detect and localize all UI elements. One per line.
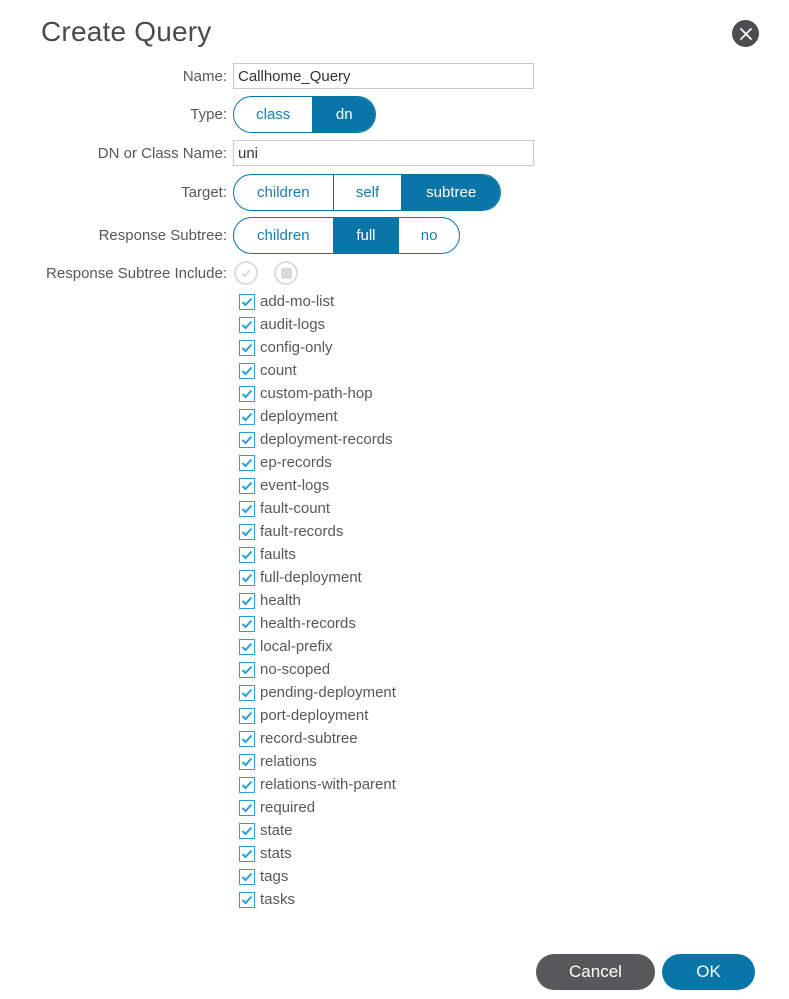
checkbox-checked-icon[interactable] (239, 662, 255, 678)
checkbox-checked-icon[interactable] (239, 432, 255, 448)
name-input[interactable] (233, 63, 534, 89)
response-subtree-label: Response Subtree: (98, 227, 227, 244)
close-button[interactable] (732, 20, 759, 47)
checkbox-label: audit-logs (260, 316, 326, 333)
checkbox-checked-icon[interactable] (239, 386, 255, 402)
checkbox-label: faults (260, 546, 296, 563)
name-row (0, 63, 534, 89)
checkbox-item[interactable] (239, 612, 396, 635)
checkbox-label: port-deployment (260, 707, 369, 724)
type-toggle (233, 96, 376, 133)
checkbox-checked-icon[interactable] (239, 869, 255, 885)
checkbox-checked-icon[interactable] (239, 501, 255, 517)
checkbox-label: no-scoped (260, 661, 331, 678)
checkbox-item[interactable] (239, 704, 396, 727)
response-subtree-option-children[interactable]: children (234, 218, 334, 253)
checkbox-item[interactable] (239, 566, 396, 589)
checkbox-item[interactable] (239, 750, 396, 773)
checkbox-item[interactable] (239, 428, 396, 451)
checkbox-label: event-logs (260, 477, 330, 494)
checkbox-label: deployment-records (260, 431, 393, 448)
checkbox-item[interactable] (239, 313, 396, 336)
checkbox-label: pending-deployment (260, 684, 396, 701)
checkbox-item[interactable] (239, 865, 396, 888)
checkbox-item[interactable] (239, 543, 396, 566)
response-subtree-include-row (0, 261, 314, 285)
checkbox-item[interactable] (239, 382, 396, 405)
checkbox-checked-icon[interactable] (239, 409, 255, 425)
checkbox-label: health-records (260, 615, 356, 632)
checkbox-label: local-prefix (260, 638, 333, 655)
checkbox-checked-icon[interactable] (239, 478, 255, 494)
target-option-children[interactable]: children (234, 175, 334, 210)
checkbox-item[interactable] (239, 888, 396, 911)
checkbox-label: required (260, 799, 316, 816)
checkbox-item[interactable] (239, 727, 396, 750)
target-row (0, 174, 501, 211)
checkbox-item[interactable] (239, 589, 396, 612)
checkbox-checked-icon[interactable] (239, 846, 255, 862)
checkbox-checked-icon[interactable] (239, 892, 255, 908)
target-option-self[interactable]: self (334, 175, 403, 210)
type-option-dn[interactable]: dn (313, 97, 375, 132)
checkbox-label: ep-records (260, 454, 332, 471)
checkbox-checked-icon[interactable] (239, 800, 255, 816)
type-label: Type: (190, 106, 227, 123)
checkbox-checked-icon[interactable] (239, 363, 255, 379)
checkbox-label: custom-path-hop (260, 385, 373, 402)
checkbox-item[interactable] (239, 497, 396, 520)
checkbox-item[interactable] (239, 336, 396, 359)
checkbox-label: state (260, 822, 293, 839)
close-icon (739, 27, 753, 41)
checkbox-checked-icon[interactable] (239, 731, 255, 747)
checkbox-item[interactable] (239, 681, 396, 704)
ok-button[interactable]: OK (662, 954, 755, 990)
checkbox-item[interactable] (239, 819, 396, 842)
checkbox-label: tasks (260, 891, 296, 908)
checkbox-item[interactable] (239, 474, 396, 497)
target-toggle (233, 174, 501, 211)
checkbox-checked-icon[interactable] (239, 708, 255, 724)
response-subtree-row (0, 217, 460, 254)
response-subtree-option-no[interactable]: no (420, 227, 438, 244)
checkbox-label: deployment (260, 408, 338, 425)
checkbox-checked-icon[interactable] (239, 639, 255, 655)
dn-class-row (0, 140, 534, 166)
checkbox-item[interactable] (239, 405, 396, 428)
square-circle-icon (281, 268, 292, 279)
response-subtree-toggle (233, 217, 460, 254)
checkbox-item[interactable] (239, 773, 396, 796)
checkbox-checked-icon[interactable] (239, 777, 255, 793)
checkbox-item[interactable] (239, 658, 396, 681)
checkbox-label: fault-count (260, 500, 331, 517)
checkbox-label: stats (260, 845, 292, 862)
checkbox-checked-icon[interactable] (239, 616, 255, 632)
checkbox-checked-icon[interactable] (239, 570, 255, 586)
checkbox-item[interactable] (239, 520, 396, 543)
name-label: Name: (182, 67, 227, 85)
checkbox-label: relations-with-parent (260, 776, 396, 793)
response-subtree-include-list (239, 290, 396, 911)
response-subtree-option-full[interactable]: full (334, 218, 400, 253)
checkbox-checked-icon[interactable] (239, 754, 255, 770)
checkbox-item[interactable] (239, 290, 396, 313)
check-circle-icon (240, 267, 252, 279)
checkbox-checked-icon[interactable] (239, 524, 255, 540)
select-all-button[interactable] (234, 261, 258, 285)
checkbox-label: config-only (260, 339, 333, 356)
select-none-button[interactable] (274, 261, 298, 285)
checkbox-checked-icon[interactable] (239, 340, 255, 356)
checkbox-label: tags (260, 868, 289, 885)
checkbox-item[interactable] (239, 451, 396, 474)
cancel-button[interactable]: Cancel (536, 954, 655, 990)
target-option-subtree[interactable]: subtree (402, 175, 500, 210)
type-row (0, 96, 376, 133)
checkbox-item[interactable] (239, 359, 396, 382)
checkbox-checked-icon[interactable] (239, 455, 255, 471)
checkbox-label: fault-records (260, 523, 344, 540)
dn-class-label: DN or Class Name: (97, 144, 227, 162)
checkbox-label: add-mo-list (260, 293, 335, 310)
type-option-class[interactable]: class (234, 97, 313, 132)
checkbox-checked-icon[interactable] (239, 317, 255, 333)
checkbox-label: health (260, 592, 301, 609)
dialog-title: Create Query (41, 16, 212, 47)
response-subtree-include-label: Response Subtree Include: (46, 264, 227, 282)
target-label: Target: (181, 184, 227, 201)
checkbox-checked-icon[interactable] (239, 823, 255, 839)
checkbox-label: full-deployment (260, 569, 362, 586)
checkbox-checked-icon[interactable] (239, 547, 255, 563)
checkbox-checked-icon[interactable] (239, 685, 255, 701)
checkbox-label: count (260, 362, 297, 379)
dn-class-input[interactable] (233, 140, 534, 166)
checkbox-item[interactable] (239, 842, 396, 865)
checkbox-item[interactable] (239, 635, 396, 658)
checkbox-checked-icon[interactable] (239, 593, 255, 609)
checkbox-label: record-subtree (260, 730, 358, 747)
checkbox-label: relations (260, 753, 317, 770)
checkbox-checked-icon[interactable] (239, 294, 255, 310)
checkbox-item[interactable] (239, 796, 396, 819)
